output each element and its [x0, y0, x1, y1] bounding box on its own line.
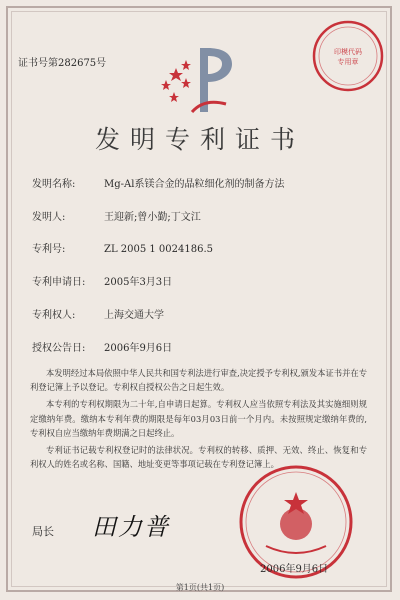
field-grant-date	[32, 339, 172, 354]
field-inventors	[32, 208, 201, 223]
field-value: 上海交通大学	[104, 310, 164, 321]
director-signature: 田力普	[92, 513, 170, 541]
field-label: 专利权人:	[32, 310, 76, 321]
notice-paragraph: 本发明经过本局依照中华人民共和国专利法进行审查,决定授予专利权,颁发本证书并在专利登记簿上予以登记。专利权自授权公告之日起生效。	[30, 368, 367, 393]
field-value: ZL 2005 1 0024186.5	[104, 244, 214, 255]
page-title: 发明专利证书	[94, 125, 305, 154]
field-patent-number	[32, 240, 213, 255]
field-invention-name	[32, 175, 284, 190]
field-label: 授权公告日:	[32, 343, 86, 354]
field-patentee	[32, 306, 164, 321]
field-value: Mg-Al系镁合金的晶粒细化剂的制备方法	[104, 179, 285, 190]
notice-text	[30, 366, 367, 474]
sipo-emblem-icon	[156, 38, 246, 118]
field-filing-date	[32, 273, 172, 288]
certificate-number: 证书号第282675号	[18, 58, 107, 69]
page-number: 第1页(共1页)	[175, 583, 225, 592]
notice-paragraph: 本专利的专利权期限为二十年,自申请日起算。专利权人应当依照专利法及其实施细则规定缴纳年费。缴纳本专利年费的期限是每年03月03日前一个月内。未按照规定缴纳年费的,专利权自应当缴纳年费期满之日起终止。	[30, 399, 367, 438]
agency-stamp-icon	[310, 18, 386, 94]
field-value: 2005年3月3日	[104, 277, 173, 288]
svg-text:印模代码: 印模代码	[334, 48, 362, 56]
notice-paragraph: 专利证书记载专利权登记时的法律状况。专利权的转移、质押、无效、终止、恢复和专利权人的姓名或名称、国籍、地址变更等事项记载在专利登记簿上。	[30, 445, 367, 470]
field-label: 发明人:	[32, 212, 66, 223]
field-label: 专利申请日:	[32, 277, 86, 288]
issue-date: 2006年9月6日	[260, 564, 329, 575]
director-label: 局长	[32, 525, 54, 538]
field-value: 王迎新;曾小勤;丁文江	[104, 212, 201, 223]
svg-text:专用章: 专用章	[337, 58, 359, 66]
field-value: 2006年9月6日	[104, 343, 173, 354]
field-label: 发明名称:	[32, 179, 76, 190]
field-label: 专利号:	[32, 244, 66, 255]
